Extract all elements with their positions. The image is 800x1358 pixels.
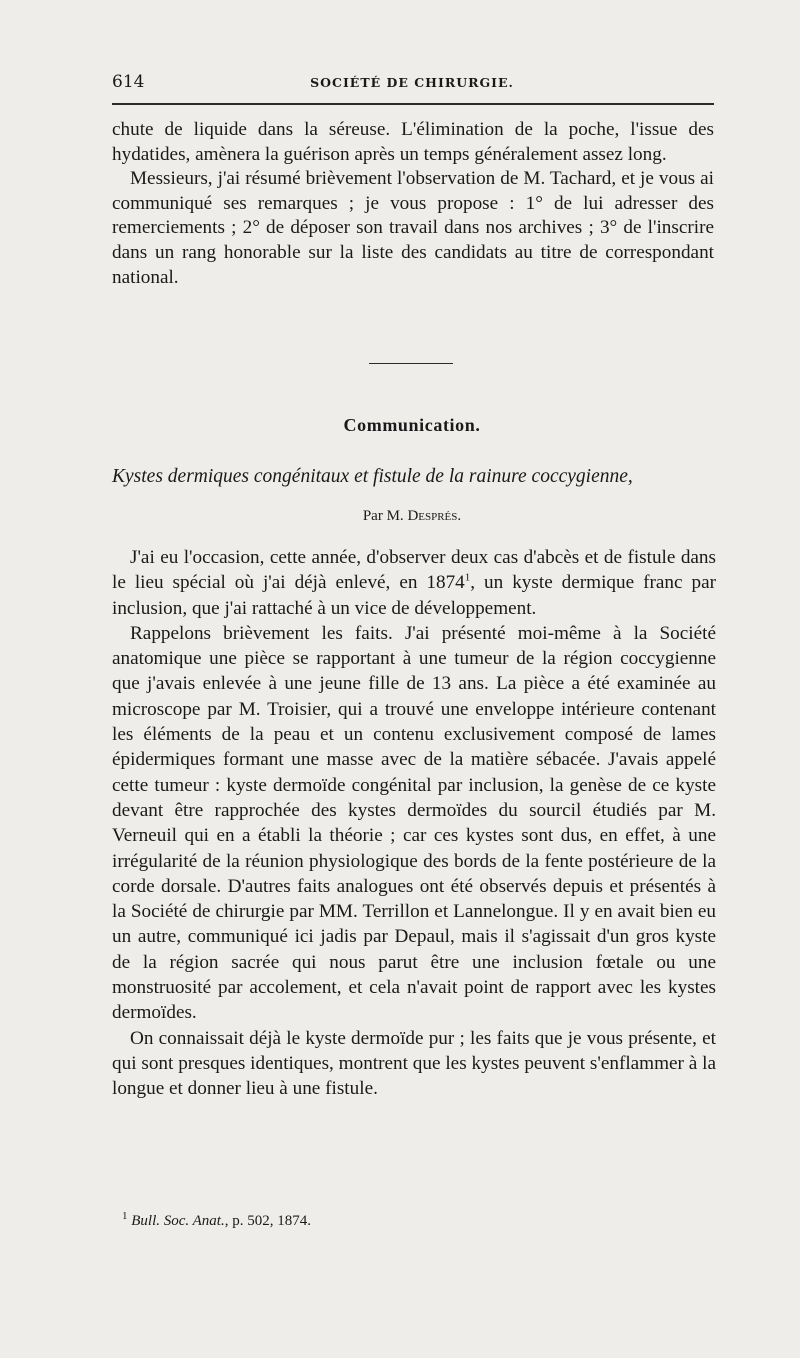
report-conclusion-paragraph: Messieurs, j'ai résumé brièvement l'observation de M. Tachard, et je vous ai communiqué ses remarques ; je vous propose : 1° de lui adresser des remerciements ; 2° de déposer son travail dans nos archives ; 3° de l'inscrire dans un rang honorable sur la liste des candidats au titre de correspondant national.	[112, 168, 714, 288]
footnote-source: Bull. Soc. Anat.	[131, 1213, 225, 1229]
article-paragraph: On connaissait déjà le kyste dermoïde pur ; les faits que je vous présente, et qui sont presques identiques, montrent que les kystes peuvent s'enflammer à la longue et donner lieu à une fistule.	[112, 1027, 716, 1100]
footnote-mark: 1	[122, 1210, 128, 1222]
article-paragraph: Rappelons brièvement les faits. J'ai présenté moi-même à la Société anatomique une pièce se rapportant à une tumeur de la région coccygienne que j'avais enlevée à une jeune fille de 13 ans. La pièce a été examinée au microscope par M. Troisier, qui a trouvé une enveloppe intérieure contenant les éléments de la peau et un contenu exclusivement composé de lames épidermiques formant une masse avec de la matière sébacée. J'avais appelé cette tumeur : kyste dermoïde congénital par inclusion, la genèse de ce kyste devant être rapprochée des kystes dermoïdes du sourcil étudiés par M. Verneuil qui en a établi la théorie ; car ces kystes sont dus, en effet, à une irrégularité de la réunion physiologique des bords de la fente postérieure de la corde dorsale. D'autres faits analogues ont été observés depuis et présentés à la Société de chirurgie par MM. Terrillon et Lannelongue. Il y en avait bien eu un autre, communiqué ici jadis par Depaul, mais il s'agissait d'un gros kyste de la région sacrée qui nous parut être une inclusion fœtale ou une monstruosité par accolement, et cela n'avait point de rapport avec les kystes dermoïdes.	[112, 622, 716, 1024]
footnote-reference: 1	[464, 571, 471, 584]
page-number: 614	[112, 72, 145, 92]
footnote-citation: , p. 502, 1874.	[224, 1213, 311, 1229]
paragraph-text: J'ai eu l'occasion, cette année, d'observer deux cas d'abcès et de fistule dans le lieu spécial où j'ai déjà enlevé, en 1874	[112, 547, 716, 594]
continuation-paragraph: chute de liquide dans la séreuse. L'élimination de la poche, l'issue des hydatides, amènera la guérison après un temps généralement assez long.	[112, 119, 714, 165]
paragraph-text: , un kyste dermique franc par inclusion, que j'ai rattaché à un vice de développement.	[112, 572, 716, 619]
header-rule	[112, 103, 714, 105]
section-heading: Communication.	[343, 415, 481, 435]
article-paragraph	[112, 545, 716, 621]
byline	[112, 508, 712, 525]
byline-prefix: Par M.	[362, 508, 404, 524]
continuation-text	[112, 118, 714, 290]
page-header	[112, 72, 712, 96]
section-separator	[369, 363, 453, 364]
running-title: SOCIÉTÉ DE CHIRURGIE.	[310, 75, 514, 90]
footnote	[122, 1210, 712, 1230]
author-name: Després.	[407, 508, 462, 524]
article-body	[112, 545, 716, 1102]
article-title: Kystes dermiques congénitaux et fistule de la rainure coccygienne,	[112, 466, 633, 487]
